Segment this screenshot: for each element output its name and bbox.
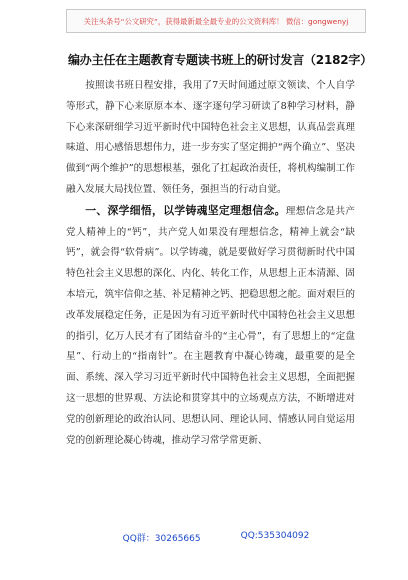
banner-text: 关注头条号“公文研究”，获得最新最全最专业的公文资料库！ 微信：gongwenyj <box>83 16 349 26</box>
footer-contact <box>66 531 366 549</box>
section-heading: 一、深学细悟，以学铸魂坚定理想信念。 <box>85 203 286 217</box>
header-banner <box>66 9 366 33</box>
section-1-paragraph <box>66 201 355 452</box>
document-body <box>66 76 355 451</box>
qq-link[interactable]: QQ:535304092 <box>240 531 310 541</box>
qq-group-link[interactable]: QQ群：30265665 <box>122 534 201 544</box>
section-1-body: 理想信念是共产党人精神上的“钙”，共产党人如果没有理想信念，精神上就会“缺钙”，就会得“软骨病”。以学铸魂，就是要做好学习贯彻新时代中国特色社会主义思想的深化、内化、转化工作，从思想上正本清源、固本培元，筑牢信仰之基、补足精神之钙、把稳思想之舵。面对艰巨的改革发展稳定任务，正是因为有习近平新时代中国特色社会主义思想的指引，亿万人民才有了团结奋斗的“主心骨”，有了思想上的“定盘星”、行动上的“指南针”。在主题教育中凝心铸魂，最重要的是全面、系统、深入学习习近平新时代中国特色社会主义思想，全面把握这一思想的世界观、方法论和贯穿其中的立场观点方法，不断增进对党的创新理论的政治认同、思想认同、理论认同、情感认同自觉运用党的创新理论凝心铸魂，推动学习常学常更新、 <box>66 205 355 446</box>
intro-paragraph: 按照读书班日程安排，我用了7天时间通过原文领读、个人自学等形式，静下心来原原本本、逐字逐句学习研读了8种学习材料，静下心来深研细学习近平新时代中国特色社会主义思想，认真品尝真理味道、用心感悟思想伟力，进一步夯实了坚定拥护“两个确立”、坚决做到“两个维护”的思想根基，强化了扛起政治责任，将机构编制工作融入发展大局找位置、领任务，强担当的行动自觉。 <box>66 80 355 195</box>
document-title: 编办主任在主题教育专题读书班上的研讨发言（2182字） <box>68 53 373 67</box>
